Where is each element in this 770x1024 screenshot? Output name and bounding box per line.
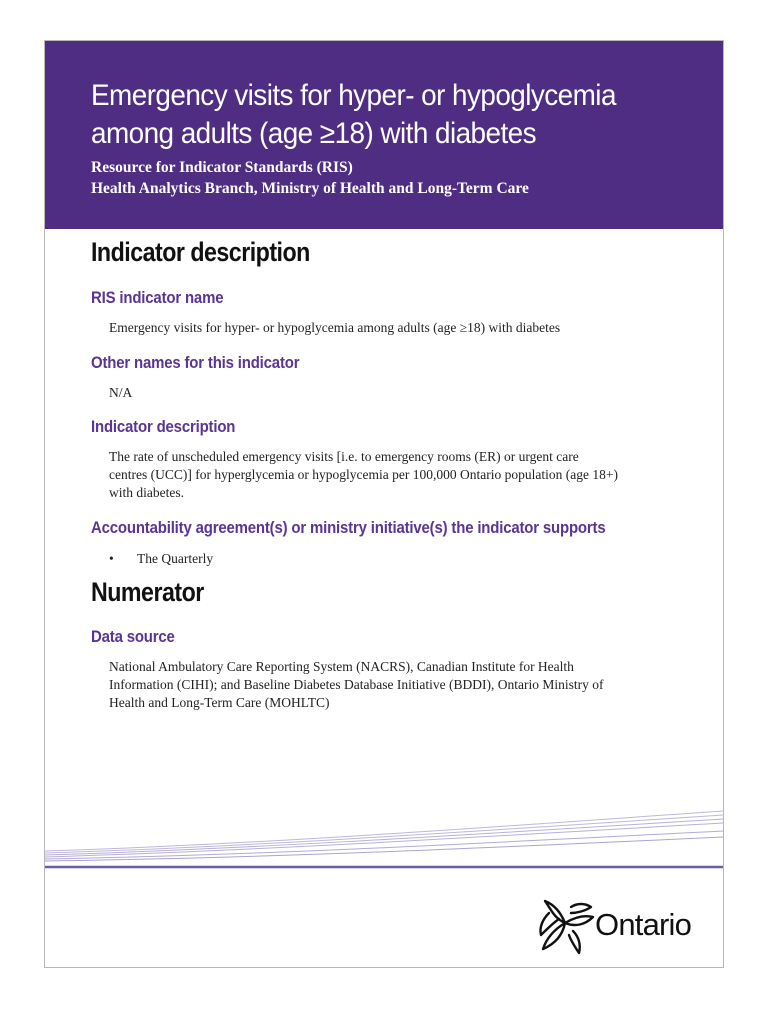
decorative-wave-lines [45,801,723,881]
subheading-data-source: Data source [91,627,175,646]
section-heading-indicator-description: Indicator description [91,237,310,267]
document-subtitle-line-2: Health Analytics Branch, Ministry of Health and Long-Term Care [91,180,529,197]
indicator-description-line-3: with diabetes. [109,485,184,500]
document-title-line-1: Emergency visits for hyper- or hypoglycemia [91,79,616,112]
subheading-ris-indicator-name: RIS indicator name [91,288,224,307]
bullet-marker: • [109,551,114,566]
subheading-accountability: Accountability agreement(s) or ministry initiative(s) the indicator supports [91,518,606,537]
ontario-wordmark: Ontario [595,907,692,942]
section-heading-numerator: Numerator [91,577,204,607]
trillium-icon [535,895,595,955]
document-title-line-2: among adults (age ≥18) with diabetes [91,117,537,150]
subheading-other-names: Other names for this indicator [91,353,300,372]
document-subtitle-line-1: Resource for Indicator Standards (RIS) [91,159,353,176]
ontario-logo [533,891,713,961]
other-names-text: N/A [109,385,133,400]
indicator-description-line-1: The rate of unscheduled emergency visits [i.e. to emergency rooms (ER) or urgent care [109,449,579,464]
data-source-line-2: Information (CIHI); and Baseline Diabetes Database Initiative (BDDI), Ontario Ministry of [109,677,604,692]
data-source-line-3: Health and Long-Term Care (MOHLTC) [109,695,330,710]
data-source-line-1: National Ambulatory Care Reporting System (NACRS), Canadian Institute for Health [109,659,574,674]
document-page [44,40,724,968]
title-banner [45,41,723,229]
subheading-indicator-description: Indicator description [91,417,236,436]
accountability-item-text: The Quarterly [137,551,214,566]
ris-indicator-name-text: Emergency visits for hyper- or hypoglycemia among adults (age ≥18) with diabetes [109,320,561,335]
indicator-description-line-2: centres (UCC)] for hyperglycemia or hypoglycemia per 100,000 Ontario population (age 18+) [109,467,618,482]
